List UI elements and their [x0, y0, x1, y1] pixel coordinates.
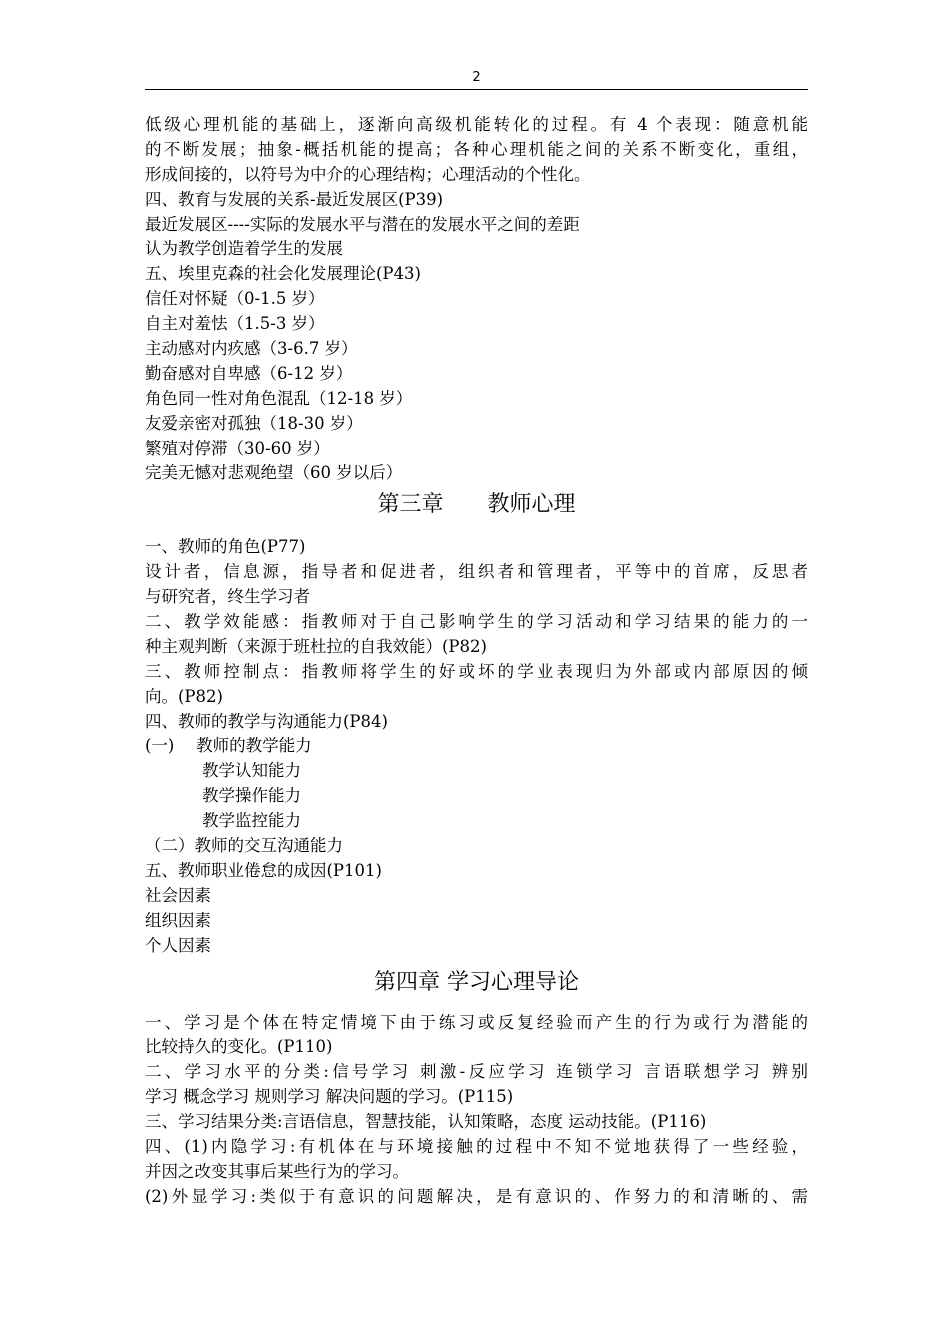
- text-line: 比较持久的变化。(P110): [145, 1037, 333, 1057]
- section-heading: 一、教师的角色(P77): [145, 537, 306, 557]
- text-line: 的不断发展；抽象-概括机能的提高；各种心理机能之间的关系不断变化，重组，: [145, 139, 808, 159]
- subsection-heading: （二）教师的交互沟通能力: [145, 836, 343, 856]
- list-item: 繁殖对停滞（30-60 岁）: [145, 438, 330, 458]
- text-line: 低级心理机能的基础上，逐渐向高级机能转化的过程。有 4 个表现：随意机能: [145, 115, 808, 134]
- text-line: 与研究者，终生学习者: [145, 587, 310, 607]
- list-item: 教学操作能力: [202, 786, 301, 806]
- list-item: 教学监控能力: [202, 811, 301, 831]
- section-heading: 五、埃里克森的社会化发展理论(P43): [145, 264, 421, 284]
- list-item: 教学认知能力: [202, 761, 301, 781]
- list-item: 社会因素: [145, 885, 211, 905]
- section-heading: 三、教师控制点：指教师将学生的好或坏的学业表现归为外部或内部原因的倾: [145, 661, 808, 681]
- text-line: 形成间接的，以符号为中介的心理结构；心理活动的个性化。: [145, 164, 591, 184]
- section-heading: 一、学习是个体在特定情境下由于练习或反复经验而产生的行为或行为潜能的: [145, 1012, 808, 1032]
- page-number: 2: [472, 70, 481, 85]
- section-heading: 四、教师的教学与沟通能力(P84): [145, 711, 388, 731]
- text-line: 种主观判断（来源于班杜拉的自我效能）(P82): [145, 636, 487, 656]
- text-line: 向。(P82): [145, 686, 223, 706]
- list-item: 组织因素: [145, 910, 211, 930]
- section-heading: 四、教育与发展的关系-最近发展区(P39): [145, 189, 444, 209]
- list-item: 个人因素: [145, 935, 211, 955]
- chapter-title: 第四章 学习心理导论: [374, 969, 579, 995]
- chapter-title: 第三章 教师心理: [377, 492, 576, 518]
- list-item: 勤奋感对自卑感（6-12 岁）: [145, 363, 353, 383]
- list-item: 主动感对内疚感（3-6.7 岁）: [145, 339, 358, 359]
- text-line: (2)外显学习:类似于有意识的问题解决，是有意识的、作努力的和清晰的、需: [145, 1186, 808, 1206]
- section-heading: 三、学习结果分类:言语信息，智慧技能，认知策略，态度 运动技能。(P116): [145, 1112, 707, 1132]
- text-line: 学习 概念学习 规则学习 解决问题的学习。(P115): [145, 1087, 514, 1107]
- list-item: 完美无憾对悲观绝望（60 岁以后）: [145, 463, 403, 483]
- header-rule: [145, 89, 808, 90]
- subsection-heading: (一) 教师的教学能力: [145, 736, 312, 756]
- list-item: 友爱亲密对孤独（18-30 岁）: [145, 413, 363, 433]
- list-item: 角色同一性对角色混乱（12-18 岁）: [145, 388, 413, 408]
- section-heading: 四、(1)内隐学习:有机体在与环境接触的过程中不知不觉地获得了一些经验，: [145, 1136, 808, 1156]
- text-line: 认为教学创造着学生的发展: [145, 239, 343, 259]
- section-heading: 五、教师职业倦怠的成因(P101): [145, 860, 382, 880]
- list-item: 自主对羞怯（1.5-3 岁）: [145, 314, 325, 334]
- text-line: 最近发展区----实际的发展水平与潜在的发展水平之间的差距: [145, 214, 580, 234]
- document-body: [145, 113, 808, 1210]
- list-item: 信任对怀疑（0-1.5 岁）: [145, 289, 325, 309]
- text-line: 并因之改变其事后某些行为的学习。: [145, 1161, 409, 1181]
- text-line: 设计者，信息源，指导者和促进者，组织者和管理者，平等中的首席，反思者: [145, 562, 808, 582]
- section-heading: 二、教学效能感：指教师对于自己影响学生的学习活动和学习结果的能力的一: [145, 612, 808, 632]
- section-heading: 二、学习水平的分类:信号学习 刺激-反应学习 连锁学习 言语联想学习 辨别: [145, 1062, 808, 1082]
